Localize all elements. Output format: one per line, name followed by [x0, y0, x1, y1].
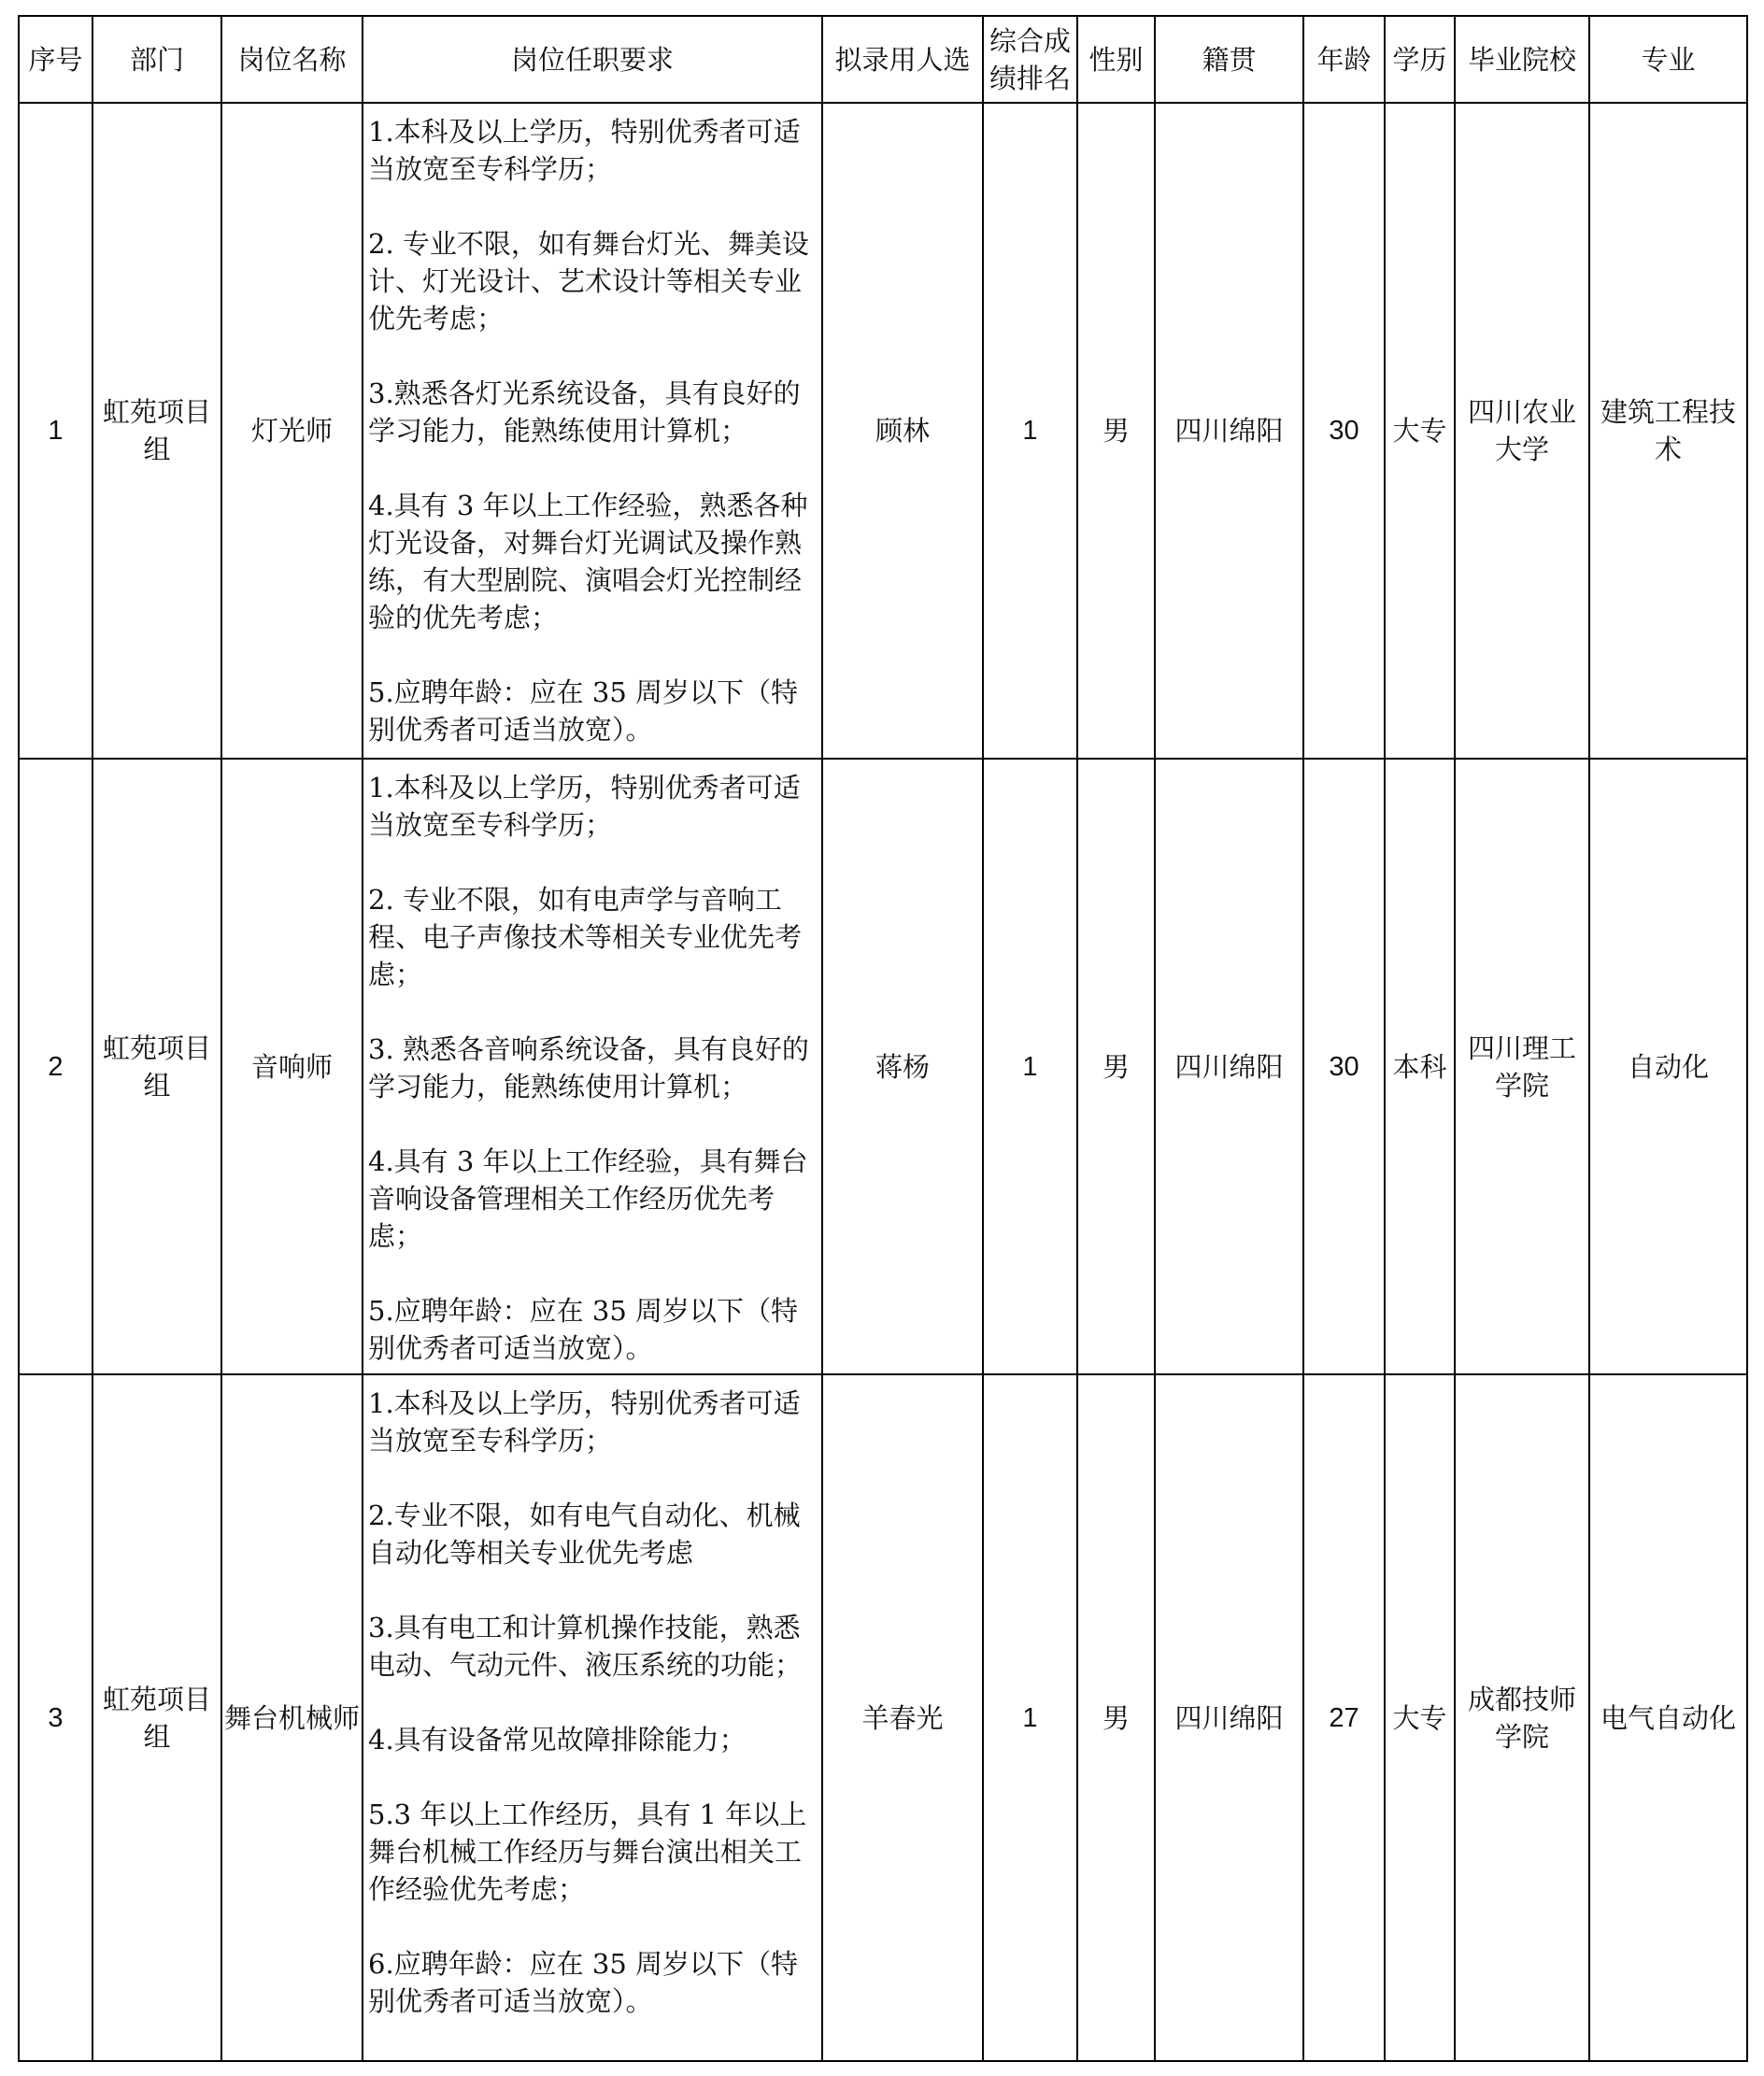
cell-education: 大专 [1385, 103, 1455, 759]
cell-education: 本科 [1385, 759, 1455, 1374]
cell-seq: 1 [19, 103, 92, 759]
cell-major: 电气自动化 [1589, 1374, 1747, 2061]
requirement-item: 3. 熟悉各音响系统设备，具有良好的学习能力，能熟练使用计算机； [368, 1033, 809, 1102]
cell-rank: 1 [983, 103, 1077, 759]
header-age: 年龄 [1303, 16, 1385, 103]
cell-gender: 男 [1077, 759, 1155, 1374]
cell-school: 四川理工学院 [1455, 759, 1589, 1374]
header-gender: 性别 [1077, 16, 1155, 103]
cell-origin: 四川绵阳 [1155, 103, 1303, 759]
requirement-item: 4.具有设备常见故障排除能力； [368, 1724, 747, 1756]
cell-age: 30 [1303, 103, 1385, 759]
cell-origin: 四川绵阳 [1155, 759, 1303, 1374]
header-school: 毕业院校 [1455, 16, 1589, 103]
cell-gender: 男 [1077, 1374, 1155, 2061]
cell-major: 自动化 [1589, 759, 1747, 1374]
cell-origin: 四川绵阳 [1155, 1374, 1303, 2061]
cell-candidate: 羊春光 [822, 1374, 983, 2061]
requirement-item: 1.本科及以上学历，特别优秀者可适当放宽至专科学历； [368, 116, 801, 185]
header-position: 岗位名称 [221, 16, 363, 103]
header-row [19, 16, 1747, 103]
cell-age: 30 [1303, 759, 1385, 1374]
cell-rank: 1 [983, 1374, 1077, 2061]
table-row [19, 1374, 1747, 2061]
header-candidate: 拟录用人选 [822, 16, 983, 103]
cell-school: 四川农业大学 [1455, 103, 1589, 759]
header-education: 学历 [1385, 16, 1455, 103]
cell-requirements [363, 1374, 822, 2061]
cell-age: 27 [1303, 1374, 1385, 2061]
header-seq: 序号 [19, 16, 92, 103]
requirement-item: 2. 专业不限，如有电声学与音响工程、电子声像技术等相关专业优先考虑； [368, 884, 803, 990]
requirement-item: 4.具有 3 年以上工作经验，具有舞台音响设备管理相关工作经历优先考虑； [368, 1145, 808, 1252]
requirement-item: 5.应聘年龄：应在 35 周岁以下（特别优秀者可适当放宽）。 [368, 1295, 799, 1364]
cell-position: 灯光师 [221, 103, 363, 759]
cell-dept: 虹苑项目组 [92, 759, 221, 1374]
cell-seq: 3 [19, 1374, 92, 2061]
cell-position: 音响师 [221, 759, 363, 1374]
requirement-item: 6.应聘年龄：应在 35 周岁以下（特别优秀者可适当放宽）。 [368, 1948, 799, 2017]
requirement-item: 5.应聘年龄：应在 35 周岁以下（特别优秀者可适当放宽）。 [368, 676, 799, 746]
cell-candidate: 顾林 [822, 103, 983, 759]
table-row [19, 103, 1747, 759]
cell-dept: 虹苑项目组 [92, 1374, 221, 2061]
table-row [19, 759, 1747, 1374]
requirement-item: 2. 专业不限，如有舞台灯光、舞美设计、灯光设计、艺术设计等相关专业优先考虑； [368, 228, 809, 334]
requirement-item: 3.具有电工和计算机操作技能，熟悉电动、气动元件、液压系统的功能； [368, 1612, 803, 1681]
cell-requirements [363, 103, 822, 759]
recruitment-table [18, 15, 1748, 2062]
requirement-item: 2.专业不限，如有电气自动化、机械自动化等相关专业优先考虑 [368, 1500, 801, 1569]
requirement-item: 3.熟悉各灯光系统设备，具有良好的学习能力，能熟练使用计算机； [368, 377, 801, 447]
cell-dept: 虹苑项目组 [92, 103, 221, 759]
requirement-item: 1.本科及以上学历，特别优秀者可适当放宽至专科学历； [368, 1387, 801, 1457]
header-rank: 综合成绩排名 [983, 16, 1077, 103]
cell-rank: 1 [983, 759, 1077, 1374]
header-origin: 籍贯 [1155, 16, 1303, 103]
cell-gender: 男 [1077, 103, 1155, 759]
requirement-item: 1.本科及以上学历，特别优秀者可适当放宽至专科学历； [368, 772, 801, 841]
cell-education: 大专 [1385, 1374, 1455, 2061]
cell-candidate: 蒋杨 [822, 759, 983, 1374]
requirement-item: 5.3 年以上工作经历，具有 1 年以上舞台机械工作经历与舞台演出相关工作经验优先考虑； [368, 1799, 807, 1905]
cell-school: 成都技师学院 [1455, 1374, 1589, 2061]
cell-seq: 2 [19, 759, 92, 1374]
cell-position: 舞台机械师 [221, 1374, 363, 2061]
header-major: 专业 [1589, 16, 1747, 103]
cell-major: 建筑工程技术 [1589, 103, 1747, 759]
cell-requirements [363, 759, 822, 1374]
header-requirements: 岗位任职要求 [363, 16, 822, 103]
header-dept: 部门 [92, 16, 221, 103]
requirement-item: 4.具有 3 年以上工作经验，熟悉各种灯光设备，对舞台灯光调试及操作熟练，有大型剧院、演唱会灯光控制经验的优先考虑； [368, 490, 808, 633]
